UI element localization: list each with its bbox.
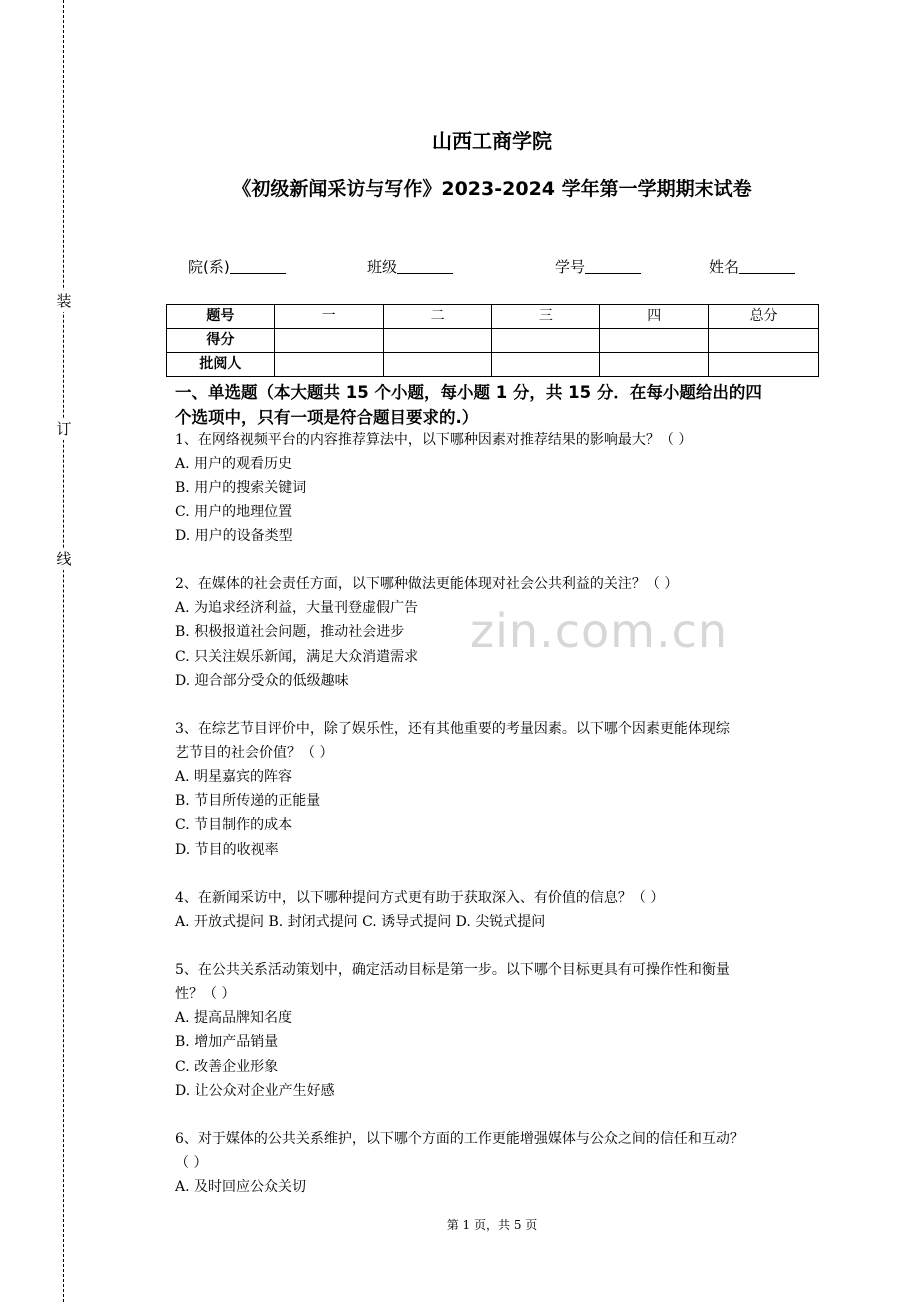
reviewer-row-label: 批阅人 — [167, 353, 275, 377]
department-field[interactable] — [188, 256, 286, 277]
class-blank[interactable] — [397, 257, 453, 274]
question-option: B. 用户的搜索关键词 — [175, 480, 307, 496]
question-option: D. 让公众对企业产生好感 — [175, 1083, 335, 1099]
question-stem: （ ） — [175, 1155, 208, 1171]
binding-char-zhuang: 装 — [56, 292, 72, 310]
score-cell[interactable] — [600, 329, 709, 353]
question-option: A. 提高品牌知名度 — [175, 1010, 293, 1026]
exam-title: 《初级新闻采访与写作》2023-2024 学年第一学期期末试卷 — [232, 178, 752, 200]
question-option: C. 只关注娱乐新闻，满足大众消遣需求 — [175, 649, 419, 665]
question-option: A. 及时回应公众关切 — [175, 1179, 307, 1195]
name-blank[interactable] — [739, 257, 795, 274]
score-cell[interactable] — [274, 329, 383, 353]
score-header-cell: 四 — [600, 305, 709, 329]
question-option: B. 增加产品销量 — [175, 1034, 279, 1050]
reviewer-cell[interactable] — [600, 353, 709, 377]
question-option: B. 节目所传递的正能量 — [175, 793, 321, 809]
question-option: A. 为追求经济利益，大量刊登虚假广告 — [175, 600, 419, 616]
question-option: D. 节目的收视率 — [175, 842, 279, 858]
score-cell[interactable] — [709, 329, 819, 353]
score-header-cell: 二 — [383, 305, 492, 329]
class-field[interactable] — [367, 256, 453, 277]
score-cell[interactable] — [492, 329, 600, 353]
class-label: 班级 — [367, 258, 398, 276]
page-number: 第 1 页，共 5 页 — [446, 1218, 538, 1232]
score-row — [167, 329, 819, 353]
question-option: C. 改善企业形象 — [175, 1059, 279, 1075]
question-stem: 3、在综艺节目评价中，除了娱乐性，还有其他重要的考量因素。以下哪个因素更能体现综 — [175, 721, 730, 737]
question-stem: 艺节目的社会价值？（ ） — [175, 745, 334, 761]
score-header-cell: 题号 — [167, 305, 275, 329]
question-stem: 2、在媒体的社会责任方面，以下哪种做法更能体现对社会公共利益的关注？（ ） — [175, 576, 679, 592]
reviewer-cell[interactable] — [709, 353, 819, 377]
reviewer-row — [167, 353, 819, 377]
binding-char-ding: 订 — [56, 420, 72, 438]
question-option: C. 节目制作的成本 — [175, 817, 293, 833]
reviewer-cell[interactable] — [383, 353, 492, 377]
watermark-text: zin.com.cn — [470, 604, 729, 658]
question-option: D. 用户的设备类型 — [175, 528, 293, 544]
section-heading-line: 一、单选题（本大题共 15 个小题，每小题 1 分，共 15 分．在每小题给出的四 — [175, 383, 762, 402]
question-option: A. 开放式提问 B. 封闭式提问 C. 诱导式提问 D. 尖锐式提问 — [175, 914, 546, 930]
score-header-cell: 一 — [274, 305, 383, 329]
question-option: A. 明星嘉宾的阵容 — [175, 769, 293, 785]
reviewer-cell[interactable] — [274, 353, 383, 377]
question-stem: 5、在公共关系活动策划中，确定活动目标是第一步。以下哪个目标更具有可操作性和衡量 — [175, 962, 730, 978]
section-heading — [175, 380, 820, 430]
score-table-header-row — [167, 305, 819, 329]
score-table — [166, 304, 819, 377]
question-stem: 1、在网络视频平台的内容推荐算法中，以下哪种因素对推荐结果的影响最大？（ ） — [175, 432, 693, 448]
section-heading-line: 个选项中，只有一项是符合题目要求的.） — [175, 408, 479, 427]
name-field[interactable] — [709, 256, 795, 277]
question-stem: 性？（ ） — [175, 986, 236, 1002]
question-option: A. 用户的观看历史 — [175, 456, 293, 472]
score-row-label: 得分 — [167, 329, 275, 353]
student-id-field[interactable] — [555, 256, 641, 277]
reviewer-cell[interactable] — [492, 353, 600, 377]
school-name: 山西工商学院 — [432, 129, 552, 153]
score-header-cell: 总分 — [709, 305, 819, 329]
score-header-cell: 三 — [492, 305, 600, 329]
name-label: 姓名 — [709, 258, 740, 276]
question-stem: 4、在新闻采访中，以下哪种提问方式更有助于获取深入、有价值的信息？（ ） — [175, 890, 665, 906]
question-option: D. 迎合部分受众的低级趣味 — [175, 673, 349, 689]
score-cell[interactable] — [383, 329, 492, 353]
student-id-label: 学号 — [555, 258, 586, 276]
question-option: B. 积极报道社会问题，推动社会进步 — [175, 624, 405, 640]
binding-char-xian: 线 — [56, 550, 72, 568]
department-label: 院(系) — [188, 258, 230, 276]
question-stem: 6、对于媒体的公共关系维护，以下哪个方面的工作更能增强媒体与公众之间的信任和互动？ — [175, 1131, 744, 1147]
student-id-blank[interactable] — [585, 257, 641, 274]
department-blank[interactable] — [230, 257, 286, 274]
question-option: C. 用户的地理位置 — [175, 504, 293, 520]
